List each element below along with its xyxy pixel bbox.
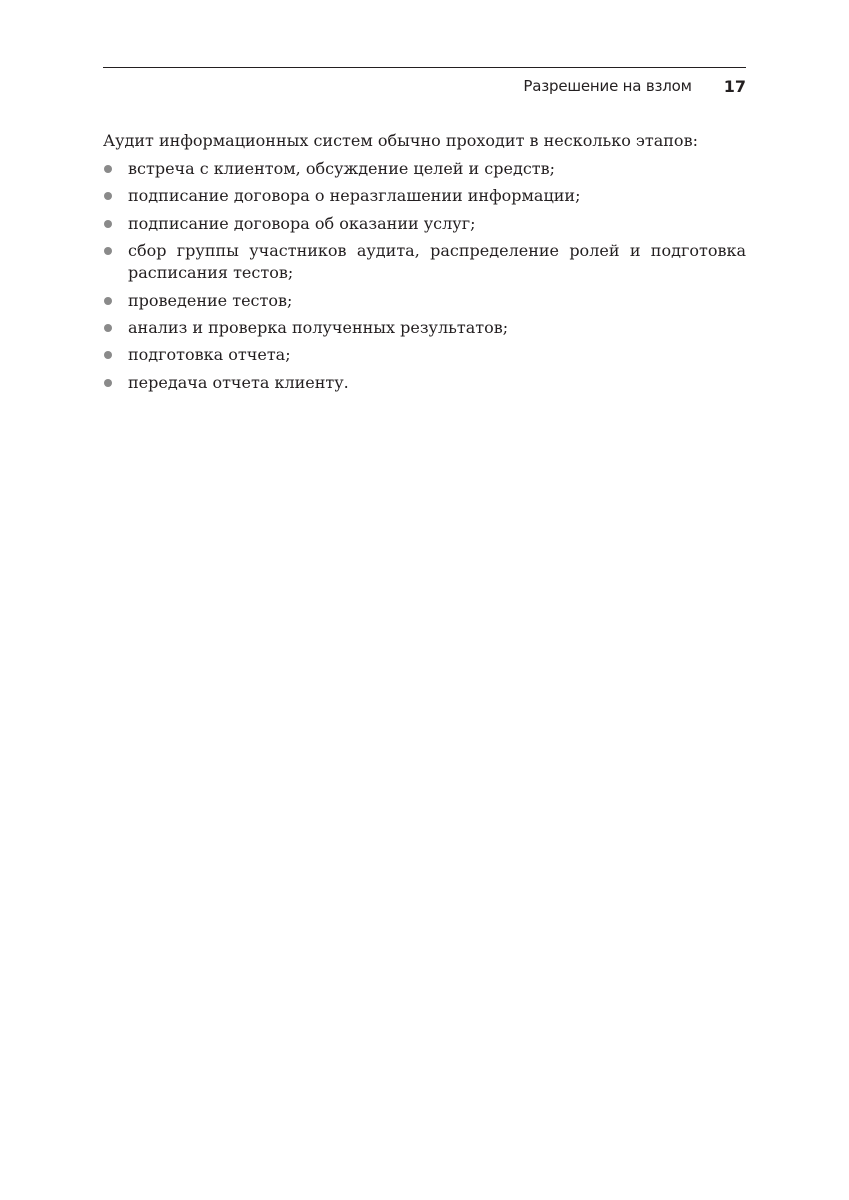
list-item: [103, 158, 746, 180]
bullet-icon: [104, 324, 112, 332]
list-item: [103, 344, 746, 366]
list-item-text: подписание договора о неразглашении информации;: [128, 186, 581, 206]
list-item: [103, 240, 746, 284]
page-number: 17: [723, 76, 746, 96]
bullet-icon: [104, 351, 112, 359]
bullet-icon: [104, 247, 112, 255]
header-title: Разрешение на взлом: [523, 77, 692, 95]
list-item: [103, 290, 746, 312]
list-item-text: встреча с клиентом, обсуждение целей и средств;: [128, 159, 556, 178]
bullet-icon: [104, 379, 112, 387]
header-rule: [103, 67, 746, 68]
bullet-icon: [104, 192, 112, 200]
list-item: [103, 213, 746, 235]
list-item: [103, 317, 746, 339]
list-item-text: сбор группы участников аудита, распределение ролей и подготовка расписания тестов;: [128, 241, 746, 283]
list-item-text: передача отчета клиенту.: [128, 372, 349, 392]
list-item: [103, 185, 746, 207]
running-header: [103, 74, 746, 98]
list-item-text: проведение тестов;: [128, 290, 293, 310]
bullet-icon: [104, 297, 112, 305]
list-item-text: подписание договора об оказании услуг;: [128, 213, 476, 233]
intro-paragraph: Аудит информационных систем обычно проходит в несколько этапов:: [103, 131, 698, 150]
bullet-icon: [104, 165, 112, 173]
list-item: [103, 372, 746, 394]
list-item-text: анализ и проверка полученных результатов;: [128, 317, 509, 337]
bullet-icon: [104, 220, 112, 228]
page-content: [103, 130, 746, 399]
audit-steps-list: [103, 158, 746, 394]
list-item-text: подготовка отчета;: [128, 345, 291, 365]
